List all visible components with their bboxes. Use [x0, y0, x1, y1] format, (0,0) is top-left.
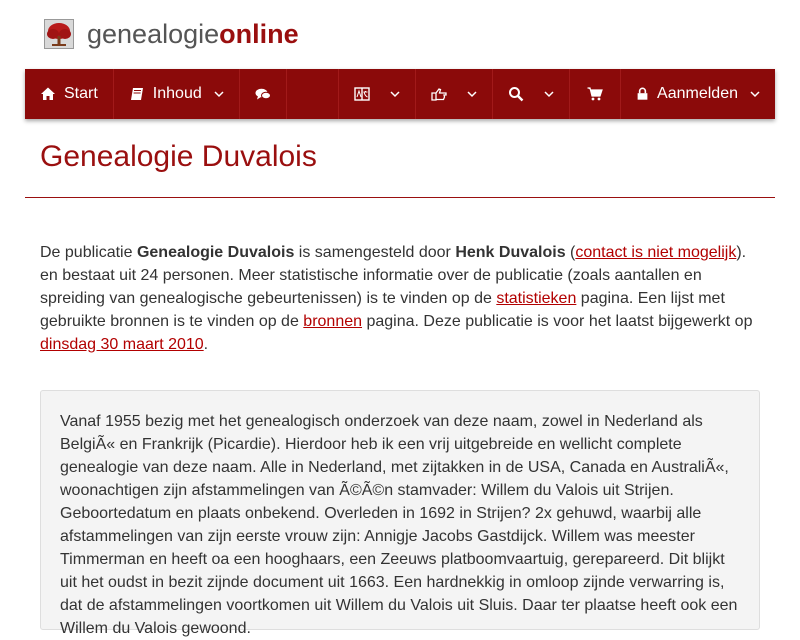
nav-inhoud-label: Inhoud	[152, 85, 202, 102]
cart-icon	[587, 86, 603, 102]
sources-link[interactable]: bronnen	[303, 313, 363, 330]
statistics-link[interactable]: statistieken	[496, 290, 577, 307]
nav-start-label: Start	[64, 85, 98, 102]
main-navbar	[25, 69, 775, 119]
chevron-down-icon	[750, 89, 760, 99]
nav-hand[interactable]	[416, 69, 493, 119]
home-icon	[40, 86, 56, 102]
tree-logo-icon	[44, 19, 74, 49]
nav-start[interactable]	[25, 69, 114, 119]
site-logo-text: genealogieonline	[87, 18, 299, 49]
chevron-down-icon	[390, 89, 400, 99]
nav-cart[interactable]	[570, 69, 621, 119]
language-icon	[354, 86, 370, 102]
nav-login-label: Aanmelden	[657, 85, 738, 102]
chevron-down-icon	[214, 89, 224, 99]
description-text: Vanaf 1955 bezig met het genealogisch onderzoek van deze naam, zowel in Nederland als BelgiÃ« en Frankrijk (Picardie). Hierdoor heb ik een vrij uitgebreide en wellicht complete genealogie van deze naam. Alle in Nederland, met zijtakken in de USA, Canada en AustraliÃ«, woonachtigen zijn afstammelingen van Ã©Ã©n stamvader: Willem du Valois uit Strijen. Geboortedatum en plaats onbekend. Overleden in 1692 in Strijen? 2x gehuwd, waarbij alle afstammelingen van zijn eerste vrouw zijn: Annigje Jacobs Gastdijck. Willem was meester Timmerman en heeft oa een hooghaars, een Zeeuws platboomvaartuig, gerepareerd. Dit blijkt uit het oudst in bezit zijnde document uit 1663. Een hardnekkig in omloop zijnde verwarring is, dat de afstammelingen voortkomen uit Willem du Valois uit Sluis. Daar ter plaatse heeft ook een Willem du Valois gewoond.	[60, 413, 738, 637]
search-icon	[508, 86, 524, 102]
nav-search[interactable]	[493, 69, 570, 119]
book-icon	[129, 86, 145, 102]
last-updated-link[interactable]: dinsdag 30 maart 2010	[40, 336, 204, 353]
nav-spacer	[287, 69, 339, 119]
nav-language[interactable]	[339, 69, 416, 119]
page-title: Genealogie Duvalois	[40, 140, 317, 173]
chevron-down-icon	[544, 89, 554, 99]
title-divider	[25, 197, 775, 198]
chevron-down-icon	[467, 89, 477, 99]
author-name: Henk Duvalois	[455, 244, 566, 261]
nav-inhoud[interactable]	[114, 69, 240, 119]
publication-description	[40, 390, 760, 637]
hand-point-icon	[431, 86, 447, 102]
publication-intro: De publicatie Genealogie Duvalois is samengesteld door Henk Duvalois (contact is niet mogelijk). en bestaat uit 24 personen. Meer statistische informatie over de publicatie (zoals aantallen en spreiding van genealogische gebeurtenissen) is te vinden op de statistieken pagina. Een lijst met gebruikte bronnen is te vinden op de bronnen pagina. Deze publicatie is voor het laatst bijgewerkt op dinsdag 30 maart 2010.	[40, 244, 753, 353]
publication-name: Genealogie Duvalois	[136, 244, 295, 261]
nav-login[interactable]	[621, 69, 775, 119]
contact-link[interactable]: contact is niet mogelijk	[575, 244, 737, 261]
comments-icon	[255, 86, 271, 102]
site-logo[interactable]	[44, 16, 299, 52]
lock-icon	[636, 86, 649, 102]
nav-forum[interactable]	[240, 69, 287, 119]
